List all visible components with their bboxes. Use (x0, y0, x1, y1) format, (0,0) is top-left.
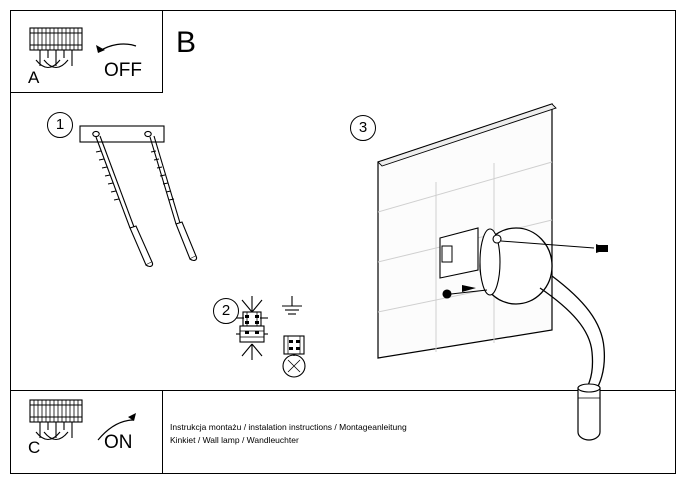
earth-symbol-icon (282, 296, 302, 314)
screw-left-drawing (96, 136, 153, 266)
caption-line-1: Instrukcja montażu / instalation instructions / Montageanleitung (170, 422, 407, 432)
earth-terminal-drawing (283, 336, 305, 377)
breaker-on-label: ON (104, 432, 133, 453)
panel-a-letter: A (28, 68, 40, 87)
caption-line-2: Kinkiet / Wall lamp / Wandleuchter (170, 435, 299, 445)
caption-block (170, 421, 407, 447)
breaker-off-label: OFF (104, 60, 142, 81)
panel-b-letter: B (176, 26, 197, 59)
panel-c-letter: C (28, 438, 41, 457)
step-number-1: 1 (47, 112, 73, 138)
step-number-2: 2 (213, 298, 239, 324)
breaker-on-icon (30, 400, 82, 440)
terminal-block-drawing (236, 296, 268, 360)
breaker-off-icon (30, 28, 82, 68)
off-arrow-icon (96, 44, 136, 53)
step-number-3: 3 (350, 115, 376, 141)
screw-right-drawing (150, 136, 197, 260)
mounting-plate-drawing (80, 126, 164, 142)
